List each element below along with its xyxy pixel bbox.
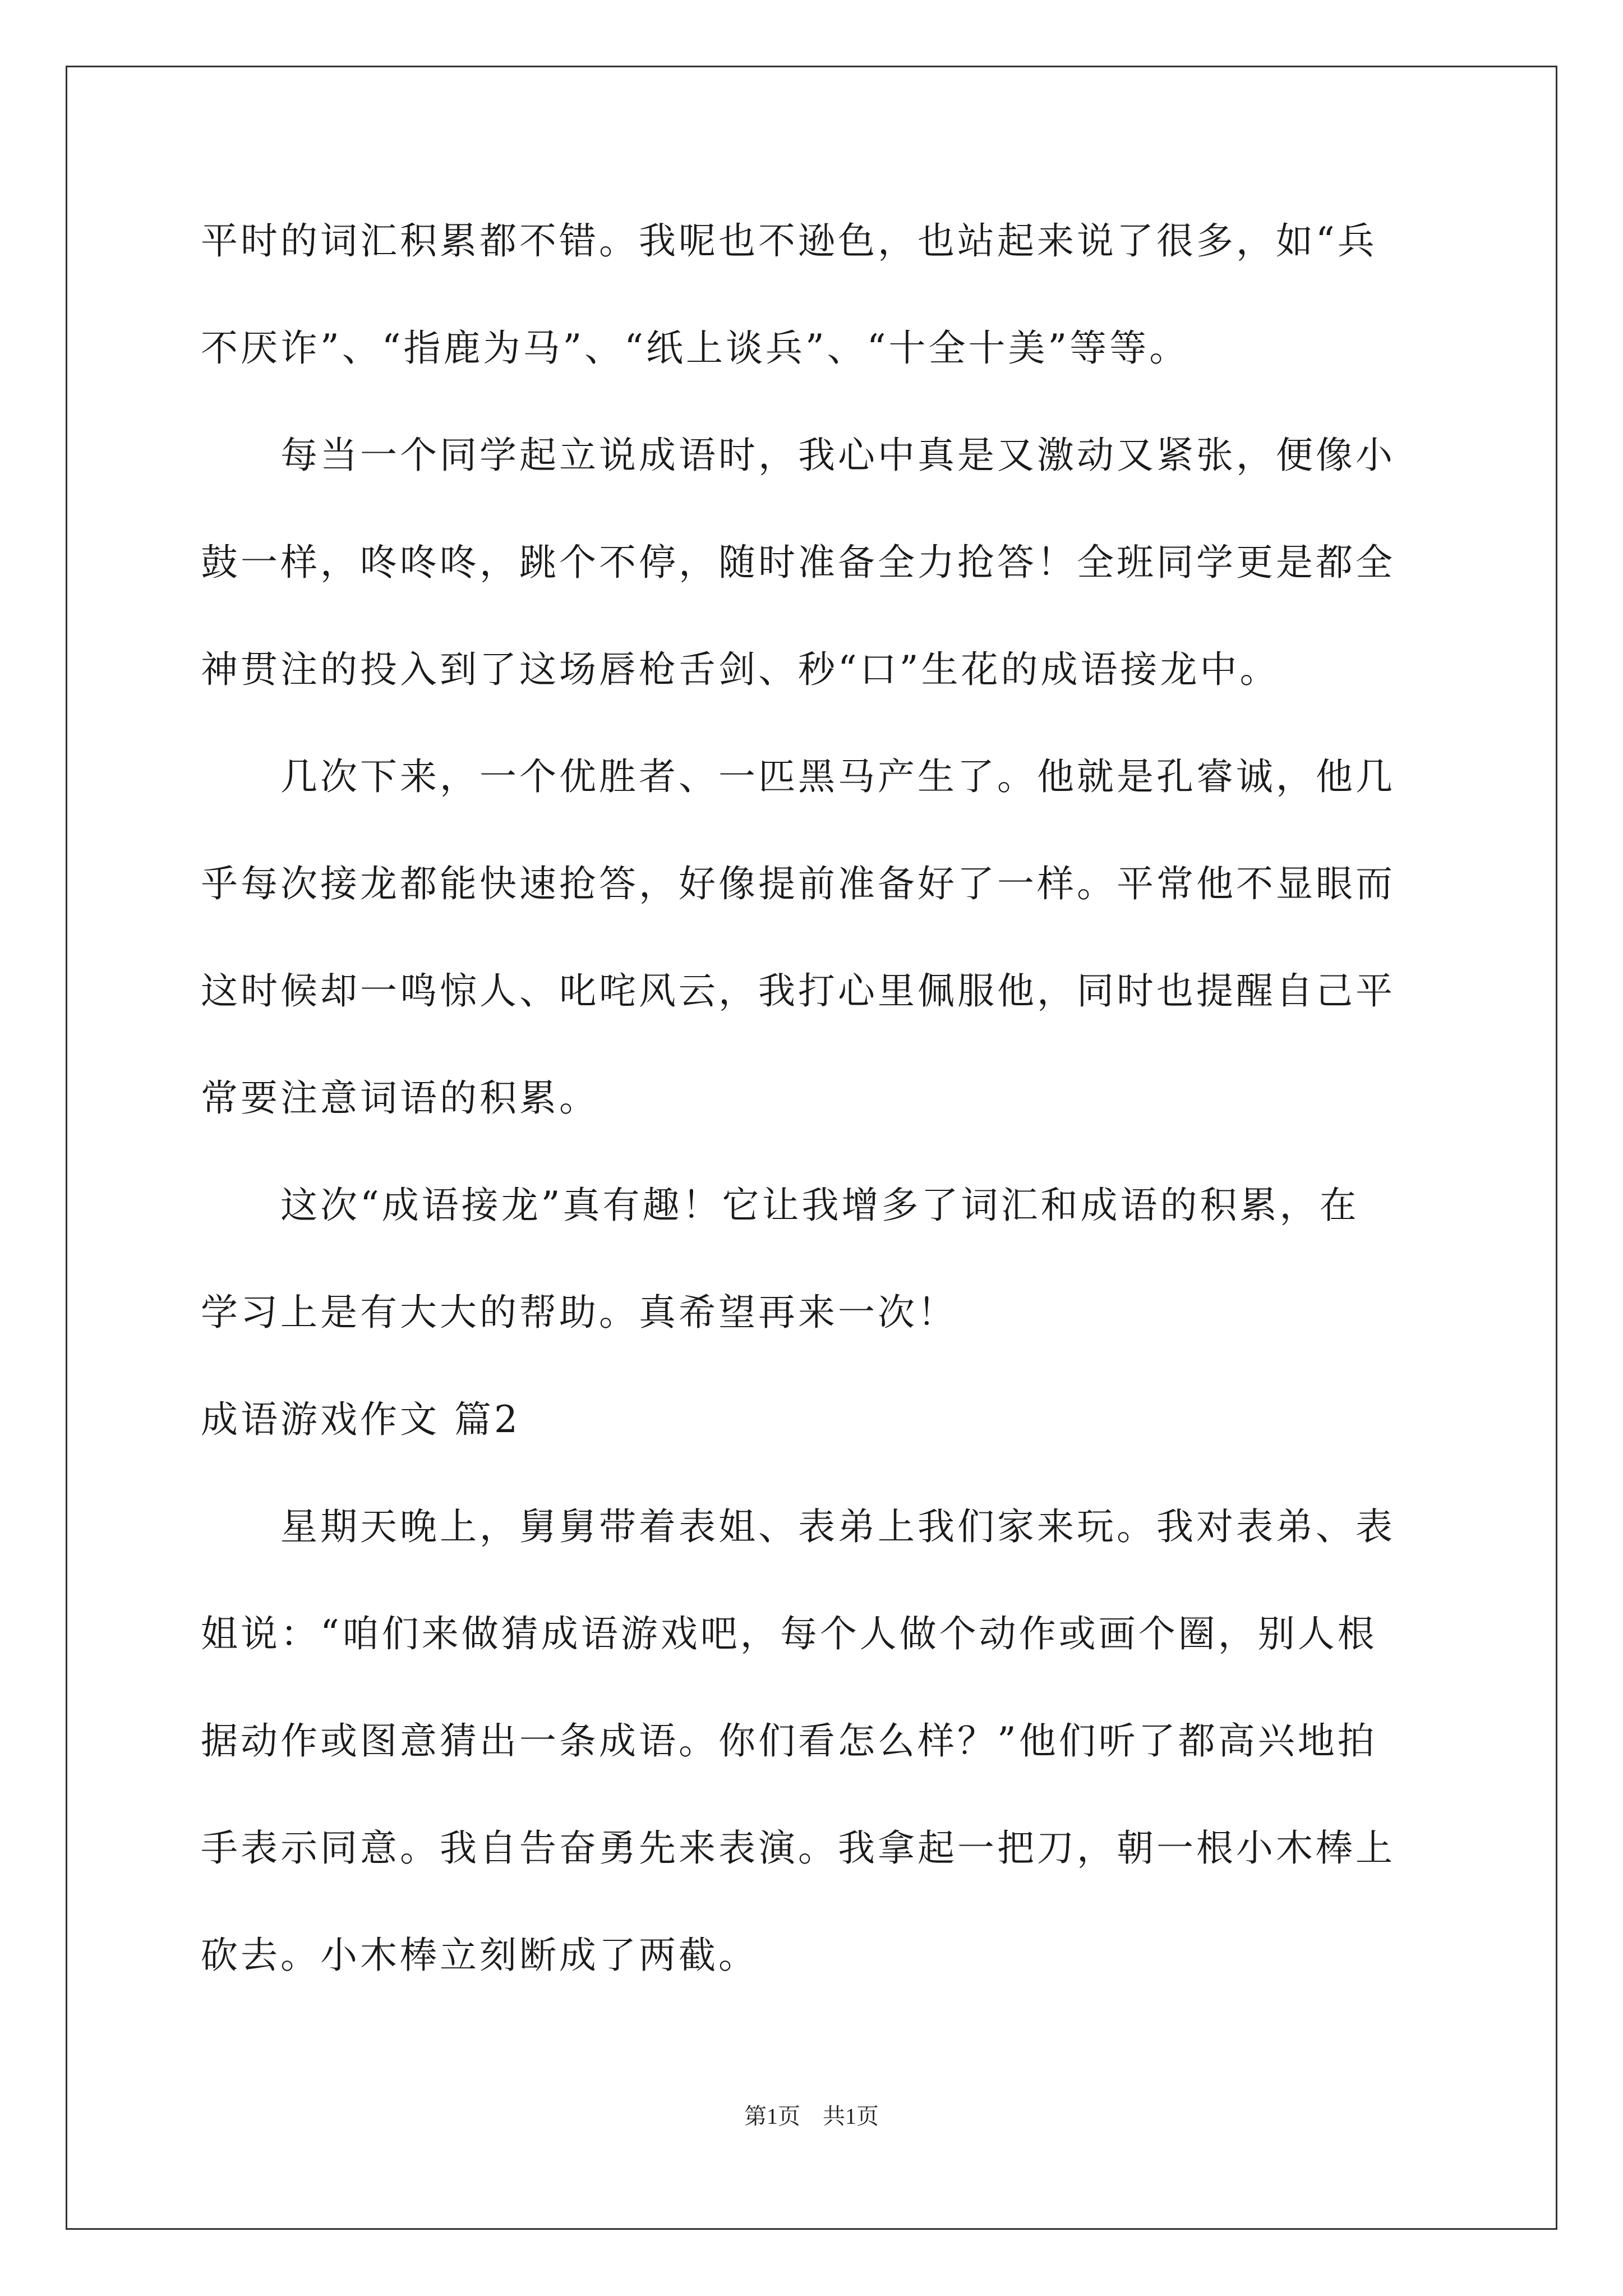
text-line: 鼓一样，咚咚咚，跳个不停，随时准备全力抢答！全班同学更是都全 xyxy=(201,541,1395,584)
text-line: 乎每次接龙都能快速抢答，好像提前准备好了一样。平常他不显眼而 xyxy=(201,862,1395,905)
page-border xyxy=(66,66,1557,2230)
section-heading: 成语游戏作文 篇2 xyxy=(201,1398,520,1441)
text-line: 据动作或图意猜出一条成语。你们看怎么样？”他们听了都高兴地拍 xyxy=(201,1719,1377,1763)
text-line: 星期天晚上，舅舅带着表姐、表弟上我们家来玩。我对表弟、表 xyxy=(201,1505,1395,1548)
text-line: 学习上是有大大的帮助。真希望再来一次！ xyxy=(201,1291,957,1334)
text-line: 不厌诈”、“指鹿为马”、“纸上谈兵”、“十全十美”等等。 xyxy=(201,326,1189,370)
text-line: 这时候却一鸣惊人、叱咤风云，我打心里佩服他，同时也提醒自己平 xyxy=(201,969,1395,1013)
text-line: 平时的词汇积累都不错。我呢也不逊色，也站起来说了很多，如“兵 xyxy=(201,219,1377,263)
text-line: 姐说：“咱们来做猜成语游戏吧，每个人做个动作或画个圈，别人根 xyxy=(201,1612,1377,1655)
page-number: 第1页 共1页 xyxy=(744,2104,879,2129)
text-line: 常要注意词语的积累。 xyxy=(201,1076,599,1120)
text-line: 砍去。小木棒立刻断成了两截。 xyxy=(201,1934,758,1977)
text-line: 神贯注的投入到了这场唇枪舌剑、秒“口”生花的成语接龙中。 xyxy=(201,648,1280,691)
text-line: 每当一个同学起立说成语时，我心中真是又激动又紧张，便像小 xyxy=(201,434,1395,477)
text-line: 手表示同意。我自告奋勇先来表演。我拿起一把刀，朝一根小木棒上 xyxy=(201,1826,1395,1870)
text-line: 几次下来，一个优胜者、一匹黑马产生了。他就是孔睿诚，他几 xyxy=(201,755,1395,798)
text-line: 这次“成语接龙”真有趣！它让我增多了词汇和成语的积累，在 xyxy=(201,1184,1359,1227)
